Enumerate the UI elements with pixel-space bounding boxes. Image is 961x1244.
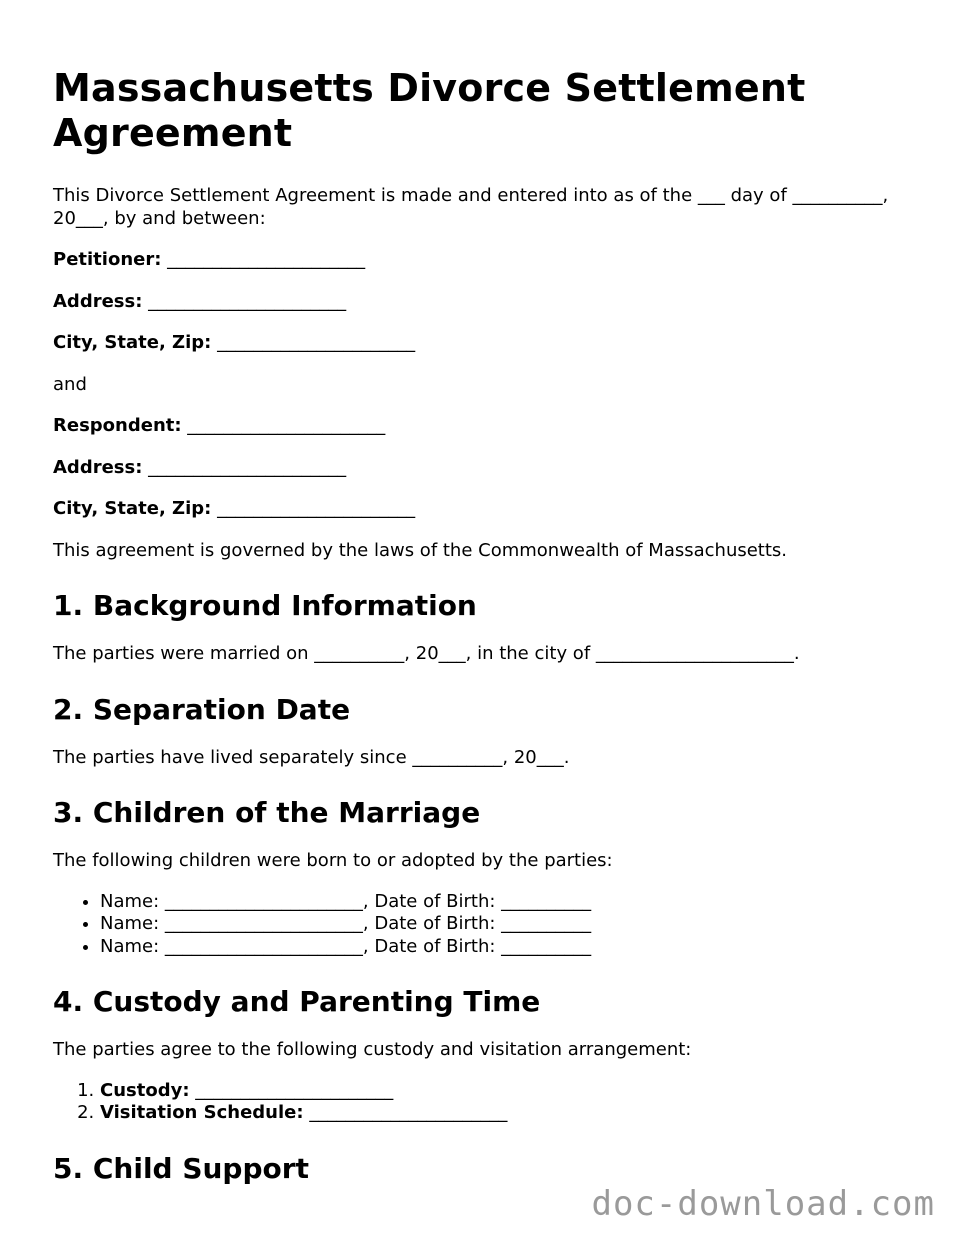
respondent-address-label: Address:: [53, 456, 143, 478]
petitioner-address-blank[interactable]: ______________________: [148, 290, 347, 312]
section-heading-children: 3. Children of the Marriage: [53, 796, 481, 829]
petitioner-city-field: [53, 332, 913, 354]
section-heading-separation: 2. Separation Date: [53, 692, 351, 726]
visitation-blank[interactable]: ______________________: [309, 1102, 508, 1123]
section-heading-background: 1. Background Information: [53, 589, 477, 622]
document-page: [53, 66, 913, 1186]
petitioner-name-field: [53, 249, 913, 271]
section-text-children: The following children were born to or adopted by the parties:: [53, 850, 613, 871]
intro-paragraph: This Divorce Settlement Agreement is made and entered into as of the ___ day of __________, 20___, by and between:: [53, 185, 889, 229]
visitation-item: [100, 1102, 913, 1125]
respondent-name-label: Respondent:: [53, 415, 182, 436]
section-heading-custody: 4. Custody and Parenting Time: [53, 985, 541, 1018]
children-list: [53, 891, 913, 959]
respondent-name-field: [53, 415, 913, 437]
section-text-background: The parties were married on __________, 20___, in the city of ______________________.: [53, 643, 800, 664]
section-text-custody: The parties agree to the following custody and visitation arrangement:: [53, 1039, 692, 1060]
watermark-text: doc-download.com: [591, 1184, 935, 1224]
child-list-item[interactable]: • Name: ______________________, Date of Birth: __________: [100, 891, 913, 914]
respondent-address-field: [53, 457, 913, 479]
respondent-city-blank[interactable]: ______________________: [217, 498, 416, 519]
petitioner-city-label: City, State, Zip:: [53, 332, 212, 353]
child-list-item[interactable]: • Name: ______________________, Date of Birth: __________: [100, 936, 913, 959]
petitioner-address-field: [53, 291, 913, 313]
section-heading-child-support: 5. Child Support: [53, 1151, 309, 1185]
custody-item: [100, 1080, 913, 1103]
custody-blank[interactable]: ______________________: [195, 1079, 394, 1101]
section-text-separation: The parties have lived separately since __________, 20___.: [53, 746, 570, 768]
custody-list: [53, 1080, 913, 1125]
governing-law-text: This agreement is governed by the laws of the Commonwealth of Massachusetts.: [53, 539, 788, 561]
respondent-address-blank[interactable]: ______________________: [148, 456, 347, 478]
respondent-name-blank[interactable]: ______________________: [187, 415, 386, 436]
child-list-item[interactable]: • Name: ______________________, Date of Birth: __________: [100, 913, 913, 936]
and-text: and: [53, 373, 87, 395]
petitioner-address-label: Address:: [53, 290, 143, 312]
custody-label: Custody:: [100, 1079, 190, 1101]
respondent-city-label: City, State, Zip:: [53, 498, 212, 519]
visitation-label: Visitation Schedule:: [100, 1102, 304, 1123]
petitioner-name-label: Petitioner:: [53, 249, 162, 270]
document-title: Massachusetts Divorce Settlement Agreement: [53, 66, 806, 155]
respondent-city-field: [53, 498, 913, 520]
petitioner-name-blank[interactable]: ______________________: [167, 249, 366, 270]
petitioner-city-blank[interactable]: ______________________: [217, 332, 416, 353]
